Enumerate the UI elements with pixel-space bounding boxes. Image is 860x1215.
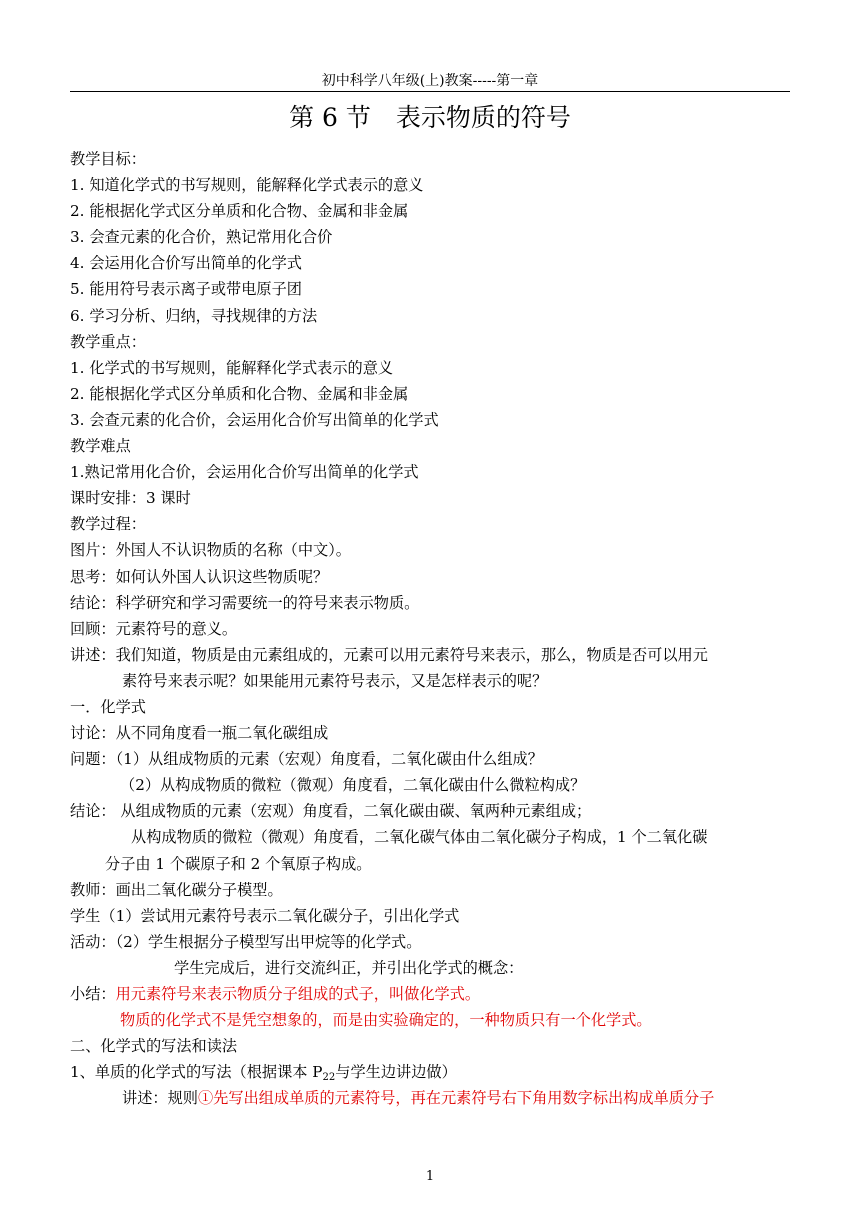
rule-line — [70, 1085, 800, 1111]
process-line: 思考：如何认外国人认识这些物质呢？ — [70, 567, 329, 586]
process-line-continued: 素符号来表示呢？如果能用元素符号表示，又是怎样表示的呢？ — [122, 671, 548, 690]
conclusion-line-continued: 分子由 1 个碳原子和 2 个氧原子构成。 — [105, 854, 372, 873]
summary-line — [70, 981, 800, 1007]
subsection-text: 1、单质的化学式的写法（根据课本 P — [70, 1063, 323, 1082]
objective-item: 5. 能用符号表示离子或带电原子团 — [70, 280, 302, 299]
discuss-line: 讨论：从不同角度看一瓶二氧化碳组成 — [70, 724, 329, 743]
objectives-heading: 教学目标： — [70, 150, 146, 168]
key-point-item: 1. 化学式的书写规则，能解释化学式表示的意义 — [70, 358, 394, 377]
key-point-item: 3. 会查元素的化合价，会运用化合价写出简单的化学式 — [70, 410, 439, 429]
student-line: 学生（1）尝试用元素符号表示二氧化碳分子，引出化学式 — [70, 906, 460, 925]
page-number: 1 — [425, 1169, 435, 1184]
process-line: 讲述：我们知道，物质是由元素组成的，元素可以用元素符号来表示，那么，物质是否可以用元 — [70, 645, 708, 664]
section2-heading: 二、化学式的写法和读法 — [70, 1037, 238, 1056]
process-line: 图片：外国人不认识物质的名称（中文）。 — [70, 541, 351, 560]
page-title: 第 6 节 表示物质的符号 — [289, 103, 571, 132]
document-body — [70, 146, 800, 1111]
process-line: 结论：科学研究和学习需要统一的符号来表示物质。 — [70, 593, 420, 612]
objective-item: 4. 会运用化合价写出简单的化学式 — [70, 254, 302, 273]
subsection-text-after: 与学生边讲边做） — [335, 1063, 457, 1082]
key-points-heading: 教学重点： — [70, 332, 146, 351]
summary-definition: 用元素符号来表示物质分子组成的式子，叫做化学式。 — [115, 985, 481, 1003]
difficulties-heading: 教学难点 — [70, 437, 131, 456]
activity-line: 活动：（2）学生根据分子模型写出甲烷等的化学式。 — [70, 932, 422, 951]
rule-label: 讲述：规则 — [122, 1089, 198, 1108]
teacher-line: 教师：画出二氧化碳分子模型。 — [70, 880, 283, 899]
conclusion-line: 结论： 从组成物质的元素（宏观）角度看，二氧化碳由碳、氧两种元素组成； — [70, 802, 592, 821]
key-point-item: 2. 能根据化学式区分单质和化合物、金属和非金属 — [70, 384, 409, 403]
question-line: 问题：（1）从组成物质的元素（宏观）角度看，二氧化碳由什么组成？ — [70, 750, 543, 769]
header-divider — [70, 91, 790, 92]
difficulty-item: 1.熟记常用化合价，会运用化合价写出简单的化学式 — [70, 463, 419, 482]
rule-text: ①先写出组成单质的元素符号，再在元素符号右下角用数字标出构成单质分子 — [197, 1089, 715, 1108]
page-subscript: 22 — [322, 1072, 336, 1084]
process-line: 回顾：元素符号的意义。 — [70, 619, 238, 638]
subsection-heading — [70, 1059, 800, 1085]
process-heading: 教学过程： — [70, 515, 146, 534]
objective-item: 3. 会查元素的化合价，熟记常用化合价 — [70, 228, 333, 247]
section1-heading: 一．化学式 — [70, 697, 146, 716]
objective-item: 6. 学习分析、归纳，寻找规律的方法 — [70, 306, 318, 325]
question-line: （2）从构成物质的微粒（微观）角度看，二氧化碳由什么微粒构成？ — [120, 776, 586, 795]
activity-followup-line: 学生完成后，进行交流纠正，并引出化学式的概念： — [174, 958, 524, 977]
summary-note: 物质的化学式不是凭空想象的，而是由实验确定的，一种物质只有一个化学式。 — [120, 1011, 652, 1030]
objective-item: 2. 能根据化学式区分单质和化合物、金属和非金属 — [70, 202, 409, 221]
running-header: 初中科学八年级(上)教案-----第一章 — [321, 73, 539, 89]
objective-item: 1. 知道化学式的书写规则，能解释化学式表示的意义 — [70, 176, 424, 195]
summary-label: 小结： — [70, 985, 116, 1003]
conclusion-line: 从构成物质的微粒（微观）角度看，二氧化碳气体由二氧化碳分子构成，1 个二氧化碳 — [131, 828, 708, 847]
schedule-line: 课时安排：3 课时 — [70, 489, 191, 508]
